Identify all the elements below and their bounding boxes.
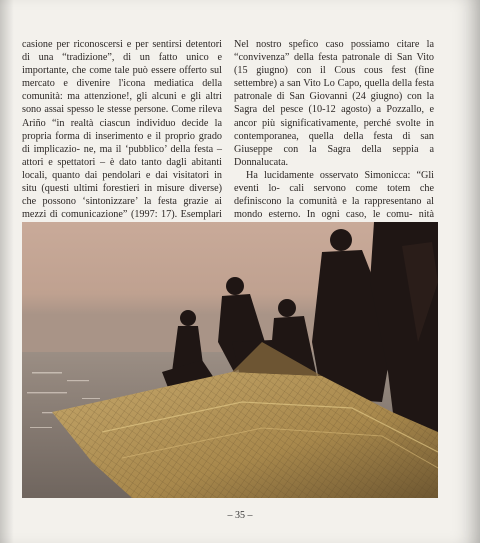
text-line: di comunicazione” (1997: 17). Esemplari xyxy=(49,209,222,221)
text-line: rappresentano al mondo esterno. In ogni caso, le comu- xyxy=(234,196,434,221)
text-line: dai visitatori in situ (questi ultimi forestieri in misure xyxy=(22,169,222,195)
text-line: Ariño “in realtà ciascun individuo decide la propria xyxy=(22,117,222,142)
text-line: la Sagra del pesce (10-12 agosto) a Pozzallo, e ancor più xyxy=(234,91,434,129)
text-line: Nel nostro spefico caso possiamo citare la “convivenza” xyxy=(234,39,434,64)
text-line: Ha lucidamente osservato Simonicca: “Gli eventi lo- xyxy=(234,169,434,195)
page-gutter-shadow xyxy=(0,0,14,543)
text-line: gli altri sono assai spesso le stesse persone. Come rileva xyxy=(22,91,222,116)
text-line: della festa patronale di San Vito (15 giugno) con il Cous xyxy=(234,52,434,77)
paragraph xyxy=(234,38,434,169)
text-line: mediatica della comunità: ma attenzione!, gli alcuni e xyxy=(22,78,222,103)
text-line: nità xyxy=(418,209,434,221)
fishermen-net-photo xyxy=(22,222,438,498)
text-line: seppia a Donnalucata. xyxy=(234,143,434,168)
text-line: tale può essere offerto sul mercato e divenire l'icona xyxy=(22,65,222,90)
text-line: “tradizione”, di un fatto unico e importante, che come xyxy=(22,52,222,77)
text-line: casione per riconoscersi e per sentirsi detentori di una xyxy=(22,39,222,64)
text-line: forma di inserimento e il proprio grado di implicazio- xyxy=(22,130,223,155)
text-line: quella della festa di san Giuseppe con la Sagra della xyxy=(234,130,434,155)
text-line: ne, ma il ‘pubblico’ della festa – attori e spettatori – è xyxy=(22,143,222,168)
text-line: cous fest (fine settembre) a san Vito Lo Capo, quella xyxy=(234,65,434,90)
text-line: della festa patronale di San Giovanni (24 giugno) con xyxy=(234,78,435,103)
photo-illustration xyxy=(22,222,438,498)
text-line: dato tanto dagli abitanti locali, quanto dai pendolari e xyxy=(22,156,222,181)
text-line: significativamente, perché svolte in contemporanea, xyxy=(234,117,434,142)
text-line: cali servono come totem che definiscono la comunità e la xyxy=(234,183,434,208)
text-line: diverse) che possono ‘sintonizzare’ la festa grazie ai mezzi xyxy=(22,183,222,221)
page-number: – 35 – xyxy=(227,510,253,521)
